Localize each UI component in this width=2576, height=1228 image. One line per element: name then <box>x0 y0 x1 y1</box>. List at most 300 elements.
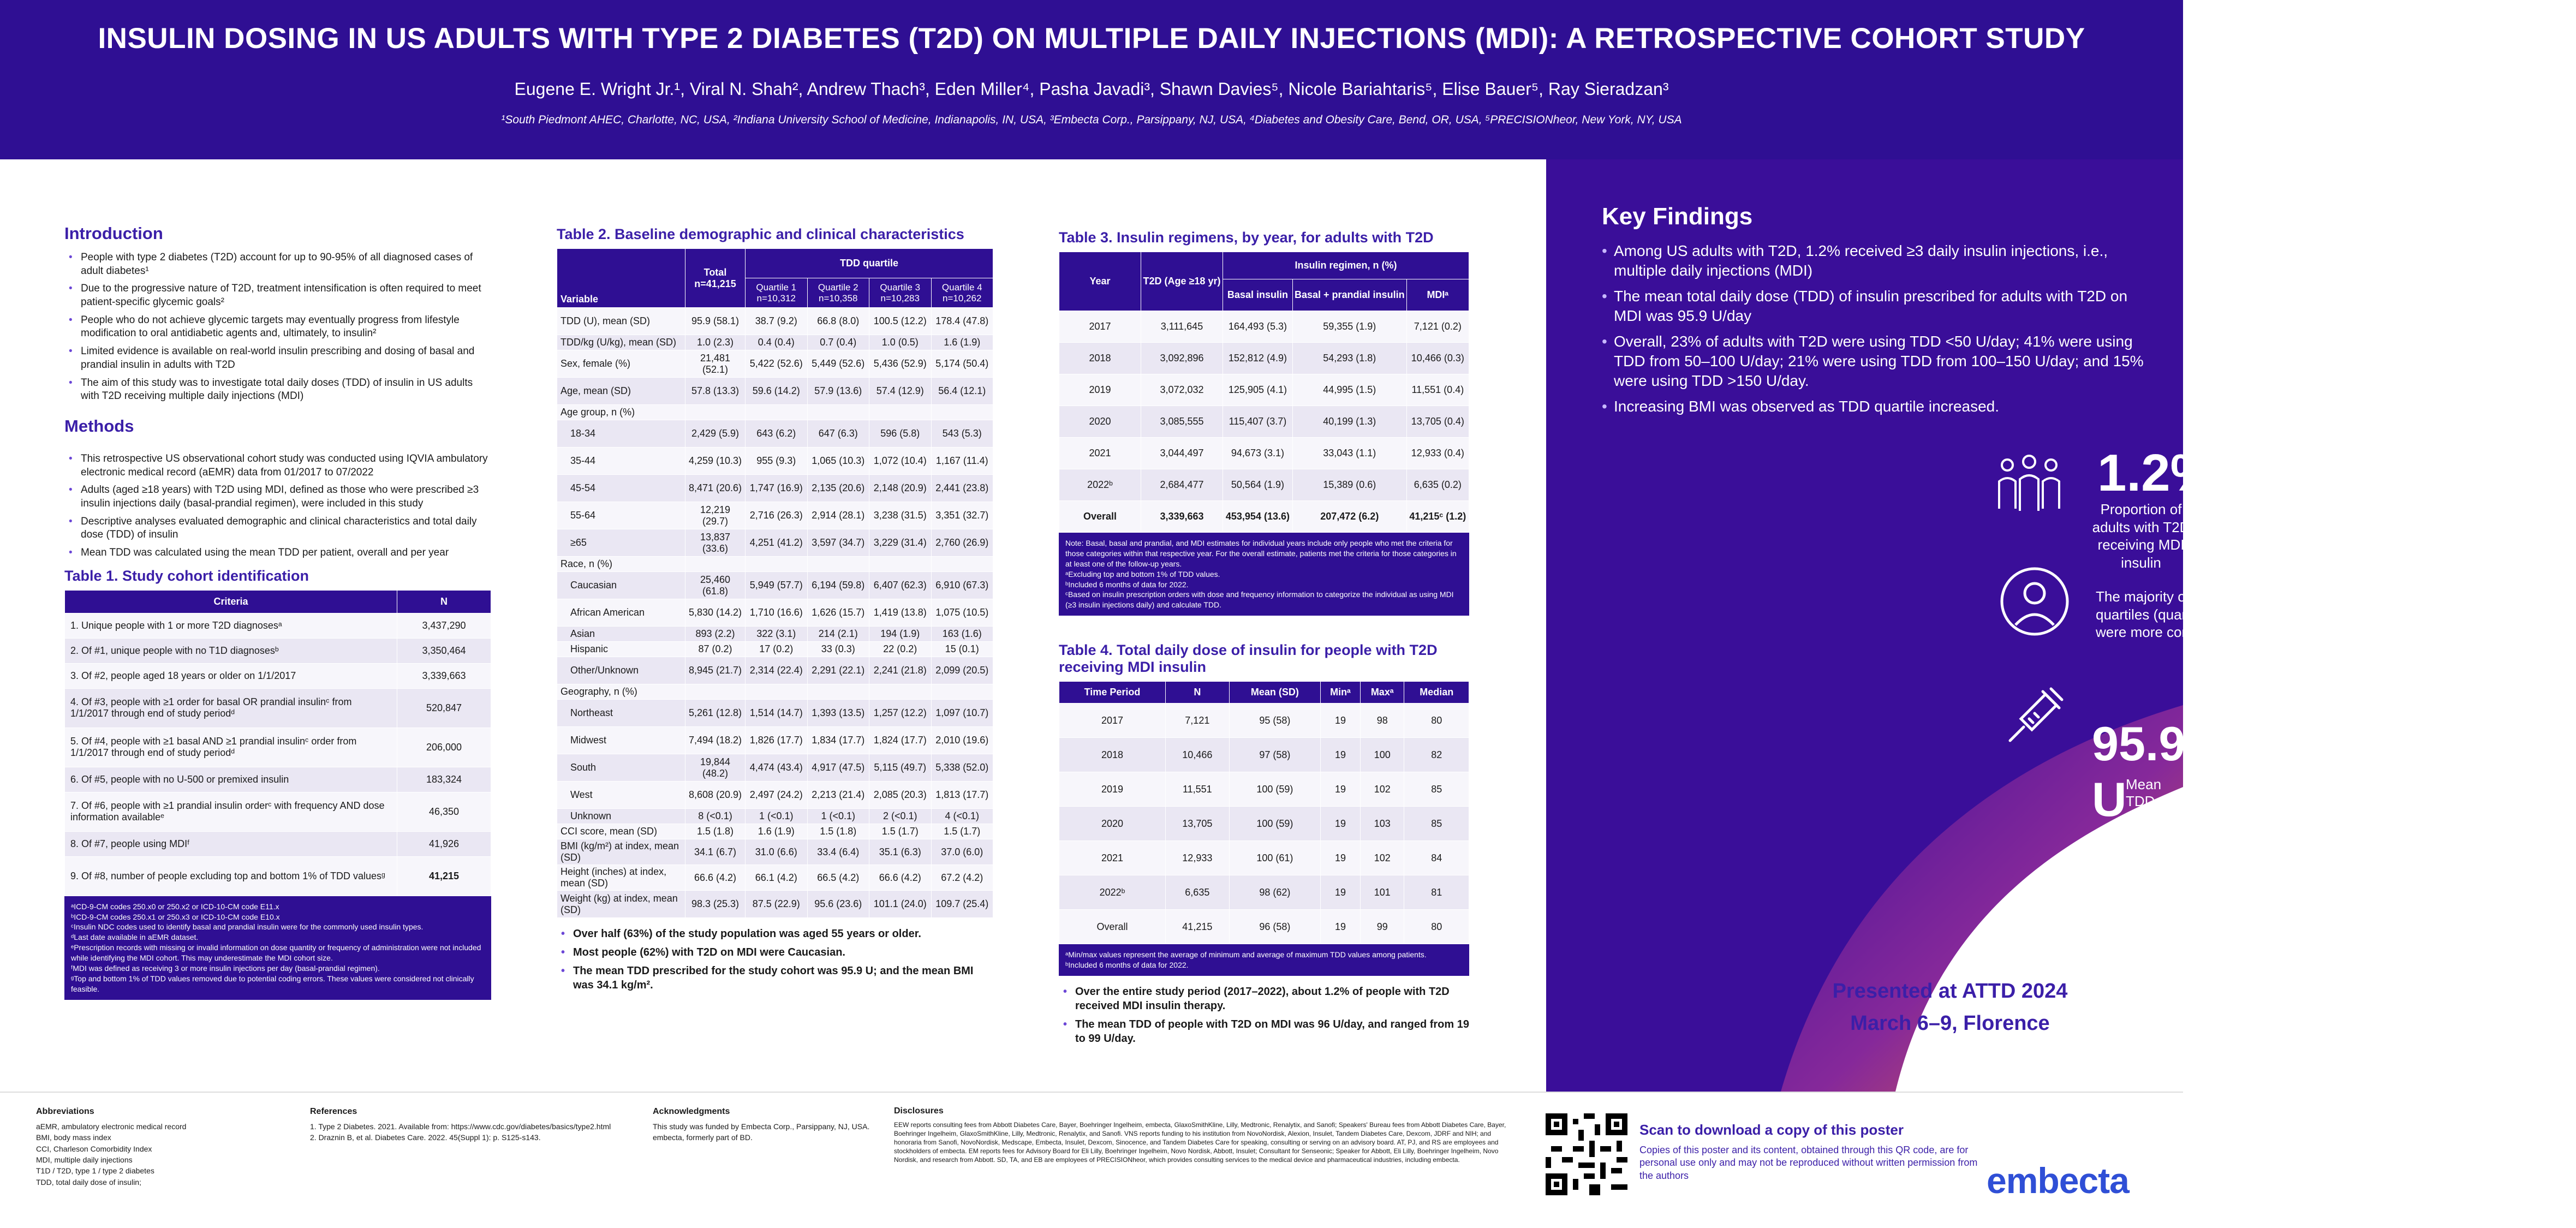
t2-cell: 3,351 (32.7) <box>931 502 993 529</box>
t4-header: Median <box>1404 682 1469 704</box>
t3-cell: 3,085,555 <box>1141 406 1223 438</box>
table-row <box>1059 772 1469 807</box>
t2-cell: 1.5 (1.8) <box>807 824 869 839</box>
t2-variable: Other/Unknown <box>557 657 685 684</box>
t2-cell: 7,494 (18.2) <box>685 727 746 754</box>
t2-cell: 87.5 (22.9) <box>746 891 808 918</box>
t2-cell: 2,760 (26.9) <box>931 529 993 557</box>
t2-cell <box>746 684 808 700</box>
t3-cell: 3,339,663 <box>1141 501 1223 533</box>
t3-cell: 125,905 (4.1) <box>1223 374 1293 406</box>
t2-cell: 19,844 (48.2) <box>685 754 746 782</box>
note-line: ᵇICD-9-CM codes 250.x1 or 250.x3 or ICD-10-CM code E10.x <box>71 912 280 921</box>
t2-cell: 8,608 (20.9) <box>685 782 746 809</box>
list-item: • This retrospective US observational cohort study was conducted using IQVIA ambulatory electronic medical record (aEMR) data from 01/2017 to 07/2022 <box>64 452 491 479</box>
t4-cell: 81 <box>1404 875 1469 910</box>
t2-cell: 2,429 (5.9) <box>685 420 746 448</box>
list-item: • Due to the progressive nature of T2D, treatment intensification is often required to meet patient-specific glycemic goals² <box>64 282 491 309</box>
t4-cell: 19 <box>1321 704 1361 738</box>
t3-cell: 207,472 (6.2) <box>1292 501 1406 533</box>
list-item: • Adults (aged ≥18 years) with T2D using MDI, defined as those who were prescribed ≥3 insulin injections daily (basal-prandial regimen), were included in this study <box>64 484 491 510</box>
t4-cell: 11,551 <box>1165 772 1229 807</box>
list-item: • The mean TDD of people with T2D on MDI was 96 U/day, and ranged from 19 to 99 U/day. <box>1059 1017 1469 1046</box>
presented-at <box>1786 975 2114 1040</box>
note-line: ᵃMin/max values represent the average of minimum and average of maximum TDD values among patients. <box>1065 950 1427 959</box>
t2-cell: 4,474 (43.4) <box>746 754 808 782</box>
t2-cell: 1.0 (0.5) <box>869 335 932 350</box>
t3-cell: 54,293 (1.8) <box>1292 343 1406 374</box>
t2-variable: West <box>557 782 685 809</box>
t2-variable: Northeast <box>557 700 685 727</box>
t2-cell: 2,085 (20.3) <box>869 782 932 809</box>
list-item: • Overall, 23% of adults with T2D were using TDD <50 U/day; 41% were using TDD from 50–100 U/day; 21% were using TDD from 100–150 U/day; and 15% were using TDD >150 U/day. <box>1602 332 2148 391</box>
table-row <box>557 475 993 502</box>
table-row <box>557 809 993 824</box>
t4-cell: 97 (58) <box>1229 738 1320 772</box>
t2-cell <box>869 684 932 700</box>
t2-cell: 1 (<0.1) <box>746 809 808 824</box>
table-row <box>557 839 993 865</box>
t2-h-quartile: TDD quartile <box>746 249 993 278</box>
t2-cell: 2,148 (20.9) <box>869 475 932 502</box>
t2-cell: 6,194 (59.8) <box>807 572 869 599</box>
note-line: ᵍTop and bottom 1% of TDD values removed due to potential coding errors. These values were considered not clinically feasible. <box>71 974 474 993</box>
t4-cell: 100 (59) <box>1229 807 1320 841</box>
table-row <box>557 599 993 627</box>
t4-header: Minᵃ <box>1321 682 1361 704</box>
t4-cell: 96 (58) <box>1229 910 1320 944</box>
table3-title: Table 3. Insulin regimens, by year, for adults with T2D <box>1059 229 1434 246</box>
abbr-item: CCI, Charleson Comorbidity Index <box>36 1144 152 1153</box>
qr-code[interactable] <box>1546 1113 1627 1195</box>
table-row <box>1059 469 1469 501</box>
table1-notes <box>64 896 491 1000</box>
table4-notes <box>1059 944 1469 976</box>
t2-cell <box>931 405 993 420</box>
t3-cell: 3,111,645 <box>1141 311 1223 343</box>
t1-criteria: 3. Of #2, people aged 18 years or older on 1/1/2017 <box>65 663 397 688</box>
t2-cell: 5,449 (52.6) <box>807 350 869 378</box>
t3-cell: 152,812 (4.9) <box>1223 343 1293 374</box>
t3-cell: 453,954 (13.6) <box>1223 501 1293 533</box>
t2-cell: 34.1 (6.7) <box>685 839 746 865</box>
t2-cell: 2,716 (26.3) <box>746 502 808 529</box>
t3-cell: 3,072,032 <box>1141 374 1223 406</box>
t2-cell: 543 (5.3) <box>931 420 993 448</box>
t2-cell: 4 (<0.1) <box>931 809 993 824</box>
t2-variable: 45-54 <box>557 475 685 502</box>
t3-cell: 3,092,896 <box>1141 343 1223 374</box>
t2-cell: 17 (0.2) <box>746 642 808 657</box>
t4-cell: 100 (61) <box>1229 841 1320 875</box>
t2-variable: ≥65 <box>557 529 685 557</box>
t1-n: 183,324 <box>397 767 491 792</box>
t4-cell: 19 <box>1321 875 1361 910</box>
table-row <box>557 405 993 420</box>
t2-cell: 98.3 (25.3) <box>685 891 746 918</box>
t3-cell: 2022ᵇ <box>1059 469 1141 501</box>
t2-cell <box>685 405 746 420</box>
t2-cell: 33.4 (6.4) <box>807 839 869 865</box>
t4-cell: 98 (62) <box>1229 875 1320 910</box>
t2-cell: 893 (2.2) <box>685 627 746 642</box>
table2 <box>557 248 993 918</box>
list-item: • The mean total daily dose (TDD) of insulin prescribed for adults with T2D on MDI was 95.9 U/day <box>1602 287 2148 326</box>
note-line: ᶜInsulin NDC codes used to identify basal and prandial insulin were for the commonly used insulin types. <box>71 922 424 932</box>
t2-variable: CCI score, mean (SD) <box>557 824 685 839</box>
t1-criteria: 1. Unique people with 1 or more T2D diagnosesᵃ <box>65 613 397 638</box>
t3-h-basal: Basal insulin <box>1223 279 1293 311</box>
t3-cell: 94,673 (3.1) <box>1223 438 1293 469</box>
t4-header: Time Period <box>1059 682 1166 704</box>
list-item: • The aim of this study was to investigate total daily doses (TDD) of insulin in US adults with T2D receiving multiple daily injections (MDI) <box>64 377 491 403</box>
list-item: • Over half (63%) of the study population was aged 55 years or older. <box>557 927 993 941</box>
t3-cell: 40,199 (1.3) <box>1292 406 1406 438</box>
table-row <box>1059 807 1469 841</box>
abbr-item: BMI, body mass index <box>36 1133 111 1142</box>
table-row <box>557 782 993 809</box>
table2-column <box>557 226 993 997</box>
scan-info <box>1639 1122 1978 1182</box>
t2-cell: 56.4 (12.1) <box>931 378 993 405</box>
stat-mdi-label: Proportion of adults with T2D receiving MDI insulin <box>2092 501 2190 571</box>
key-findings-list <box>1602 241 2148 422</box>
scan-title: Scan to download a copy of this poster <box>1639 1122 1904 1138</box>
t1-criteria: 4. Of #3, people with ≥1 order for basal OR prandial insulinᶜ from 1/1/2017 through end of study periodᵈ <box>65 688 397 728</box>
key-findings-title: Key Findings <box>1602 203 1753 230</box>
list-item: • Among US adults with T2D, 1.2% received ≥3 daily insulin injections, i.e., multiple daily injections (MDI) <box>1602 241 2148 281</box>
t2-cell: 33 (0.3) <box>807 642 869 657</box>
t2-variable: 55-64 <box>557 502 685 529</box>
t1-criteria: 7. Of #6, people with ≥1 prandial insulin orderᶜ with frequency AND dose information availableᵉ <box>65 792 397 831</box>
t2-cell: 3,229 (31.4) <box>869 529 932 557</box>
t2-cell: 59.6 (14.2) <box>746 378 808 405</box>
t4-cell: 102 <box>1360 772 1404 807</box>
table-row <box>557 502 993 529</box>
t2-cell <box>685 684 746 700</box>
t3-cell: 41,215ᶜ (1.2) <box>1406 501 1469 533</box>
t4-cell: 10,466 <box>1165 738 1229 772</box>
t3-h-regimen: Insulin regimen, n (%) <box>1223 252 1469 279</box>
t2-cell: 1,747 (16.9) <box>746 475 808 502</box>
stat-race-text: The majority of African American and Asian individuals were in lower TDD quartiles (quartiles 1 and 2), compared with Caucasian individuals, who were more concentrated in higher TDD quartiles (quartiles 3 and 4) <box>2096 588 2557 640</box>
t2-cell: 8 (<0.1) <box>685 809 746 824</box>
t1-criteria: 5. Of #4, people with ≥1 basal AND ≥1 prandial insulinᶜ order from 1/1/2017 through end of study periodᵈ <box>65 728 397 767</box>
t2-cell: 1.6 (1.9) <box>931 335 993 350</box>
poster-header <box>0 0 2183 159</box>
t2-variable: Caucasian <box>557 572 685 599</box>
table1 <box>64 590 491 896</box>
t4-cell: 85 <box>1404 772 1469 807</box>
t2-cell: 1.5 (1.7) <box>931 824 993 839</box>
t3-cell: 44,995 (1.5) <box>1292 374 1406 406</box>
t3-h-mdi: MDIᵃ <box>1406 279 1469 311</box>
t2-cell: 95.9 (58.1) <box>685 308 746 335</box>
t2-cell: 163 (1.6) <box>931 627 993 642</box>
t2-cell: 57.9 (13.6) <box>807 378 869 405</box>
t2-cell: 66.6 (4.2) <box>685 865 746 891</box>
t2-cell <box>685 557 746 572</box>
t2-cell: 2,213 (21.4) <box>807 782 869 809</box>
t3-cell: 2017 <box>1059 311 1141 343</box>
t2-cell: 66.6 (4.2) <box>869 865 932 891</box>
table-row <box>557 642 993 657</box>
disclosures-title: Disclosures <box>894 1106 944 1116</box>
t1-criteria: 8. Of #7, people using MDIᶠ <box>65 831 397 856</box>
t3-h-t2d: T2D (Age ≥18 yr) <box>1141 252 1223 311</box>
t4-cell: 100 (59) <box>1229 772 1320 807</box>
note-line: ᵇIncluded 6 months of data for 2022. <box>1065 961 1189 970</box>
list-item: • Most people (62%) with T2D on MDI were Caucasian. <box>557 945 993 959</box>
table-row <box>1059 910 1469 944</box>
table-row <box>557 865 993 891</box>
t2-cell: 1,097 (10.7) <box>931 700 993 727</box>
table4 <box>1059 681 1469 944</box>
note-line: ᵇIncluded 6 months of data for 2022. <box>1065 580 1189 589</box>
t2-variable: TDD (U), mean (SD) <box>557 308 685 335</box>
t2-cell: 5,436 (52.9) <box>869 350 932 378</box>
abbr-item: MDI, multiple daily injections <box>36 1155 133 1165</box>
t2-cell: 6,910 (67.3) <box>931 572 993 599</box>
t2-cell: 1.5 (1.7) <box>869 824 932 839</box>
t1-n: 520,847 <box>397 688 491 728</box>
table-row <box>557 420 993 448</box>
t2-cell: 21,481 (52.1) <box>685 350 746 378</box>
presented-event: Presented at ATTD 2024 <box>1832 980 2068 1003</box>
t2-cell: 37.0 (6.0) <box>931 839 993 865</box>
t2-cell: 1,834 (17.7) <box>807 727 869 754</box>
t4-cell: 80 <box>1404 704 1469 738</box>
disclosures-text: EEW reports consulting fees from Abbott Diabetes Care, Bayer, Boehringer Ingelheim, embecta, GlaxoSmithKline, Lilly, Medtronic, Renalytix, and Sanofi; Speakers' Bureau fees from Abbott Diabetes Care, Bayer, Boehringer Ingelheim, GlaxoSmithKline, Lilly, Medtronic, Renalytix, and Sanofi. VNS reports funding to his institution from NovoNordisk, Alexion, Insulet, Tandem Diabetes Care, Dexcom, JDRF and NIH; and honoraria from Sanofi, NovoNordisk, Medscape, Embecta, Insulet, Dexcom, Sinocence, and Tandem Diabetes Care for speaking, consulting or serving on an advisory board. AT, PJ, and RS are employees and stockholders of embecta. EM reports fees for Advisory Board for Eli Lilly, Boehringer Ingelheim, Novo Nordisk, Abbott, Insulet; Consultant for Senseonic; Speaker for Abbott, Eli Lilly, Boehringer Ingelheim, Novo Nordisk, and research from Abbott. SD, TA, and EB are employees of PRECISIONheor, which provides consulting services to the medical device and pharmaceutical industries, including embecta. <box>894 1120 1506 1164</box>
table-row <box>1059 501 1469 533</box>
list-item: • Over the entire study period (2017–2022), about 1.2% of people with T2D received MDI insulin therapy. <box>1059 985 1469 1013</box>
methods-title: Methods <box>64 416 134 436</box>
t2-cell: 2,441 (23.8) <box>931 475 993 502</box>
t2-cell: 0.7 (0.4) <box>807 335 869 350</box>
t4-cell: 2018 <box>1059 738 1166 772</box>
t2-cell: 1.0 (2.3) <box>685 335 746 350</box>
t2-cell: 5,338 (52.0) <box>931 754 993 782</box>
t2-variable: Hispanic <box>557 642 685 657</box>
t2-cell: 100.5 (12.2) <box>869 308 932 335</box>
t2-variable: Height (inches) at index, mean (SD) <box>557 865 685 891</box>
t3-cell: 2020 <box>1059 406 1141 438</box>
table4-bullets <box>1059 985 1469 1046</box>
t2-cell: 1,072 (10.4) <box>869 448 932 475</box>
note-line: ᶠMDI was defined as receiving 3 or more insulin injections per day (basal-prandial regimen). <box>71 964 380 973</box>
table-row <box>1059 311 1469 343</box>
t3-cell: 2019 <box>1059 374 1141 406</box>
t1-criteria: 6. Of #5, people with no U-500 or premixed insulin <box>65 767 397 792</box>
t4-cell: 85 <box>1404 807 1469 841</box>
table-row <box>557 335 993 350</box>
abbr-item: TDD, total daily dose of insulin; <box>36 1177 141 1187</box>
t3-cell: 115,407 (3.7) <box>1223 406 1293 438</box>
t2-cell: 1,826 (17.7) <box>746 727 808 754</box>
t2-cell: 95.6 (23.6) <box>807 891 869 918</box>
t2-variable: Midwest <box>557 727 685 754</box>
affiliations: ¹South Piedmont AHEC, Charlotte, NC, USA, ²Indiana University School of Medicine, Indianapolis, IN, USA, ³Embecta Corp., Parsippany, NJ, USA, ⁴Diabetes and Obesity Care, Bend, OR, USA, ⁵PRECISIONheor, New York, NY, USA <box>501 114 1682 126</box>
acknowledgments-title: Acknowledgments <box>653 1107 730 1116</box>
table-row <box>557 727 993 754</box>
t2-cell: 1,626 (15.7) <box>807 599 869 627</box>
table-row <box>557 657 993 684</box>
t4-cell: 98 <box>1360 704 1404 738</box>
note-line: ᵃExcluding top and bottom 1% of TDD values. <box>1065 569 1220 579</box>
t3-cell: 2,684,477 <box>1141 469 1223 501</box>
t2-variable: Age, mean (SD) <box>557 378 685 405</box>
t2-cell: 12,219 (29.7) <box>685 502 746 529</box>
t2-cell: 1,813 (17.7) <box>931 782 993 809</box>
t4-cell: 80 <box>1404 910 1469 944</box>
t2-cell: 57.4 (12.9) <box>869 378 932 405</box>
t2-cell: 3,238 (31.5) <box>869 502 932 529</box>
t2-h-total: Total n=41,215 <box>685 249 746 308</box>
t2-cell: 38.7 (9.2) <box>746 308 808 335</box>
table4-title: Table 4. Total daily dose of insulin for people with T2D receiving MDI insulin <box>1059 642 1438 676</box>
table-row <box>1059 406 1469 438</box>
t2-variable: Asian <box>557 627 685 642</box>
t4-cell: 84 <box>1404 841 1469 875</box>
table-row <box>65 792 491 831</box>
t2-cell <box>869 405 932 420</box>
t3-cell: 10,466 (0.3) <box>1406 343 1469 374</box>
t2-cell: 214 (2.1) <box>807 627 869 642</box>
t2-cell: 2,314 (22.4) <box>746 657 808 684</box>
t3-h-bp: Basal + prandial insulin <box>1292 279 1406 311</box>
t2-cell: 1 (<0.1) <box>807 809 869 824</box>
t2-cell: 596 (5.8) <box>869 420 932 448</box>
t4-cell: 102 <box>1360 841 1404 875</box>
t2-cell: 2,241 (21.8) <box>869 657 932 684</box>
t3-cell: 15,389 (0.6) <box>1292 469 1406 501</box>
t2-cell: 67.2 (4.2) <box>931 865 993 891</box>
t2-cell: 109.7 (25.4) <box>931 891 993 918</box>
t4-cell: 100 <box>1360 738 1404 772</box>
t2-cell: 5,422 (52.6) <box>746 350 808 378</box>
t4-cell: 13,705 <box>1165 807 1229 841</box>
t4-cell: Overall <box>1059 910 1166 944</box>
abbr-item: aEMR, ambulatory electronic medical record <box>36 1122 187 1131</box>
t2-cell: 955 (9.3) <box>746 448 808 475</box>
t1-criteria: 2. Of #1, unique people with no T1D diagnosesᵇ <box>65 638 397 663</box>
t2-cell: 1,514 (14.7) <box>746 700 808 727</box>
t1-header-criteria: Criteria <box>65 590 397 613</box>
list-item: • Mean TDD was calculated using the mean TDD per patient, overall and per year <box>64 546 491 560</box>
t3-cell: 59,355 (1.9) <box>1292 311 1406 343</box>
t2-cell: 22 (0.2) <box>869 642 932 657</box>
methods-list <box>64 452 491 560</box>
table-row <box>557 754 993 782</box>
t4-cell: 19 <box>1321 738 1361 772</box>
table-row <box>557 627 993 642</box>
t2-cell <box>807 684 869 700</box>
t2-cell <box>746 405 808 420</box>
t2-cell: 2 (<0.1) <box>869 809 932 824</box>
t3-cell: 12,933 (0.4) <box>1406 438 1469 469</box>
t2-cell: 1,257 (12.2) <box>869 700 932 727</box>
table-row <box>557 572 993 599</box>
t2-cell <box>931 557 993 572</box>
t1-n: 41,215 <box>397 856 491 896</box>
t2-cell: 647 (6.3) <box>807 420 869 448</box>
t2-cell: 2,914 (28.1) <box>807 502 869 529</box>
table2-title: Table 2. Baseline demographic and clinical characteristics <box>557 226 964 242</box>
t3-h-year: Year <box>1059 252 1141 311</box>
t2-cell: 35.1 (6.3) <box>869 839 932 865</box>
t2-cell: 178.4 (47.8) <box>931 308 993 335</box>
t2-cell <box>807 405 869 420</box>
t4-cell: 6,635 <box>1165 875 1229 910</box>
t4-cell: 7,121 <box>1165 704 1229 738</box>
t4-cell: 12,933 <box>1165 841 1229 875</box>
t4-cell: 19 <box>1321 841 1361 875</box>
t3-cell: Overall <box>1059 501 1141 533</box>
t4-cell: 99 <box>1360 910 1404 944</box>
stat-tdd-range-text: Mean (SD) TDD was 95.9 (±58.1) U and ranged from 94.6 to 100.0 U across individual years <box>2193 719 2446 771</box>
t1-header-n: N <box>397 590 491 613</box>
abbreviations-title: Abbreviations <box>36 1107 94 1116</box>
note-line: ᶜBased on insulin prescription orders with dose and frequency information to categorize the individual as using MDI (≥3 insulin injections daily) and calculate TDD. <box>1065 590 1454 610</box>
t4-cell: 95 (58) <box>1229 704 1320 738</box>
table-row <box>557 684 993 700</box>
presented-date: March 6–9, Florence <box>1850 1011 2050 1035</box>
table-row <box>557 557 993 572</box>
people-icon <box>1994 454 2065 514</box>
t2-variable: 35-44 <box>557 448 685 475</box>
t4-header: N <box>1165 682 1229 704</box>
t2-cell: 643 (6.2) <box>746 420 808 448</box>
t2-variable: Age group, n (%) <box>557 405 685 420</box>
t2-cell <box>931 684 993 700</box>
t4-cell: 2022ᵇ <box>1059 875 1166 910</box>
t4-header: Maxᵃ <box>1360 682 1404 704</box>
t3-cell: 33,043 (1.1) <box>1292 438 1406 469</box>
t2-cell: 8,945 (21.7) <box>685 657 746 684</box>
table-row <box>557 378 993 405</box>
t4-cell: 103 <box>1360 807 1404 841</box>
list-item: • Limited evidence is available on real-world insulin prescribing and dosing of basal and prandial insulin in adults with T2D <box>64 345 491 372</box>
t4-cell: 2019 <box>1059 772 1166 807</box>
table-row <box>557 308 993 335</box>
authors: Eugene E. Wright Jr.¹, Viral N. Shah², Andrew Thach³, Eden Miller⁴, Pasha Javadi³, Shawn Davies⁵, Nicole Bariahtaris⁵, Elise Bauer⁵, Ray Sieradzan³ <box>514 79 1669 99</box>
t2-cell: 2,099 (20.5) <box>931 657 993 684</box>
t3-cell: 2021 <box>1059 438 1141 469</box>
t2-variable: Unknown <box>557 809 685 824</box>
t2-cell: 1,075 (10.5) <box>931 599 993 627</box>
t1-n: 206,000 <box>397 728 491 767</box>
references-title: References <box>310 1107 357 1116</box>
t2-cell: 4,251 (41.2) <box>746 529 808 557</box>
table-row <box>65 728 491 767</box>
table-row <box>65 638 491 663</box>
t4-cell: 82 <box>1404 738 1469 772</box>
t3-cell: 50,564 (1.9) <box>1223 469 1293 501</box>
t3-cell: 13,705 (0.4) <box>1406 406 1469 438</box>
table-row <box>65 663 491 688</box>
note-line: ᵈLast date available in aEMR dataset. <box>71 933 199 942</box>
t2-cell: 194 (1.9) <box>869 627 932 642</box>
list-item: • Descriptive analyses evaluated demographic and clinical characteristics and total daily dose (TDD) of insulin <box>64 515 491 542</box>
acknowledgments <box>653 1105 882 1143</box>
table-row <box>1059 738 1469 772</box>
poster-title: INSULIN DOSING IN US ADULTS WITH TYPE 2 DIABETES (T2D) ON MULTIPLE DAILY INJECTIONS (MDI): A RETROSPECTIVE COHORT STUDY <box>98 22 2085 55</box>
t2-cell: 322 (3.1) <box>746 627 808 642</box>
left-column <box>64 224 491 1000</box>
t4-cell: 101 <box>1360 875 1404 910</box>
t4-cell: 2020 <box>1059 807 1166 841</box>
t2-cell: 5,261 (12.8) <box>685 700 746 727</box>
